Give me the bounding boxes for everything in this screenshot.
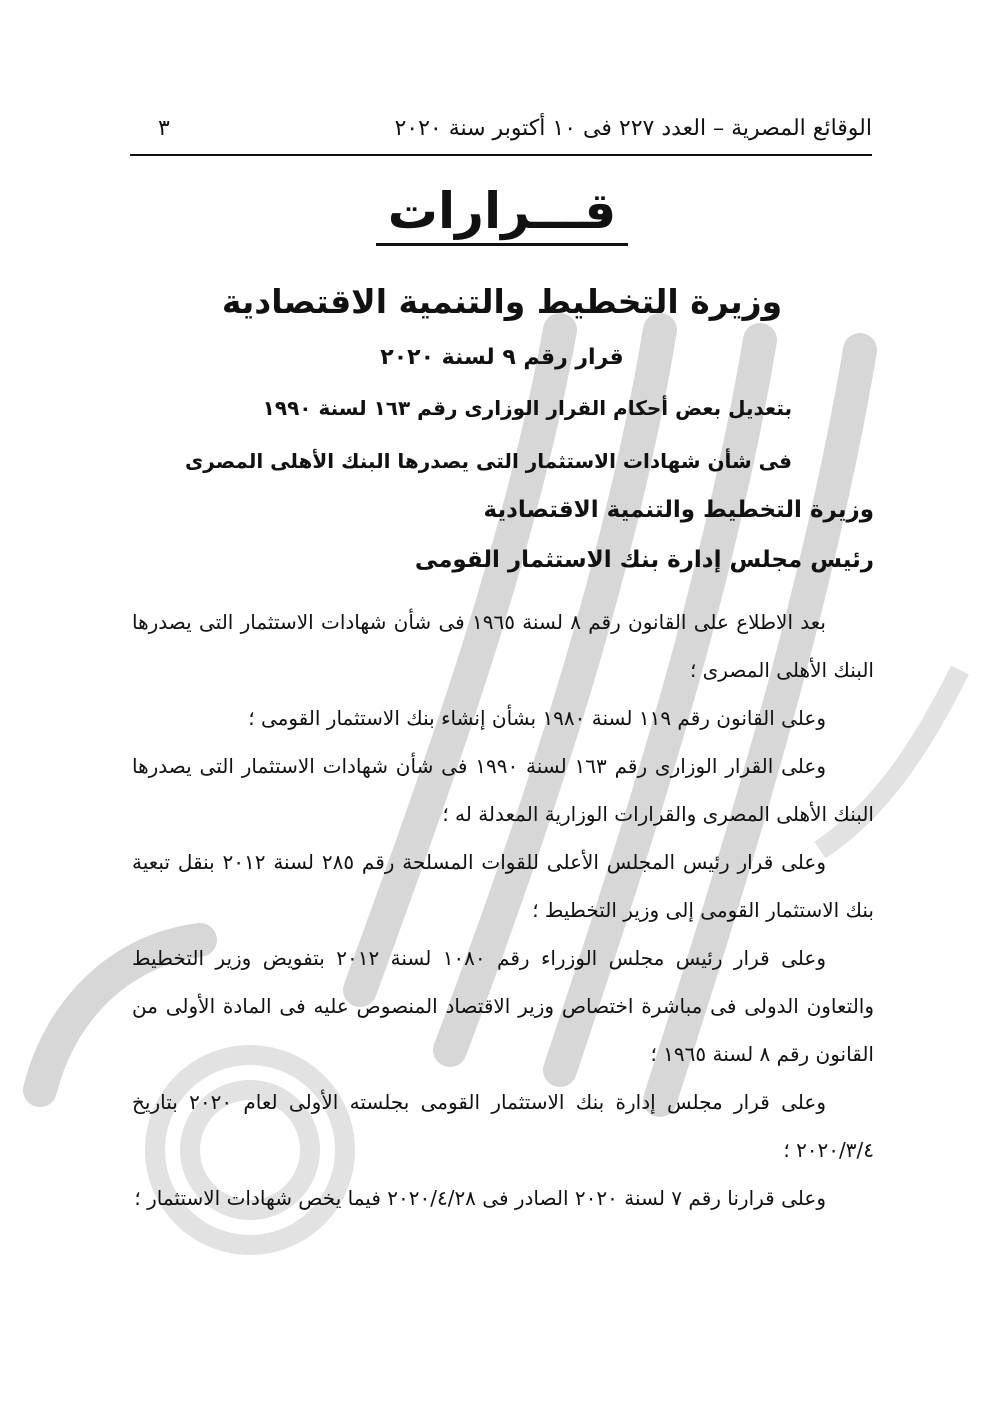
preamble-body [132, 598, 874, 1222]
ministry-heading: وزيرة التخطيط والتنمية الاقتصادية [221, 282, 783, 321]
decree-number: قرار رقم ٩ لسنة ٢٠٢٠ [380, 345, 624, 370]
preamble-paragraph: وعلى قرار رئيس المجلس الأعلى للقوات المسلحة رقم ٢٨٥ لسنة ٢٠١٢ بنقل تبعية بنك الاستثمار القومى إلى وزير التخطيط ؛ [132, 850, 874, 922]
preamble-paragraph: وعلى قرار مجلس إدارة بنك الاستثمار القومى بجلسته الأولى لعام ٢٠٢٠ بتاريخ ٢٠٢٠/٣/٤ ؛ [132, 1090, 874, 1162]
preamble-paragraph: وعلى قرار رئيس مجلس الوزراء رقم ١٠٨٠ لسنة ٢٠١٢ بتفويض وزير التخطيط والتعاون الدولى فى مباشرة اختصاص وزير الاقتصاد المنصوص عليه فى المادة الأولى من القانون رقم ٨ لسنة ١٩٦٥ ؛ [132, 946, 874, 1066]
gazette-header: الوقائع المصرية – العدد ٢٢٧ فى ١٠ أكتوبر سنة ٢٠٢٠ [394, 116, 872, 141]
section-title [0, 184, 1004, 246]
preamble-paragraph: وعلى القرار الوزارى رقم ١٦٣ لسنة ١٩٩٠ فى شأن شهادات الاستثمار التى يصدرها البنك الأهلى المصرى والقرارات الوزارية المعدلة له ؛ [132, 754, 874, 826]
issuer-title: وزيرة التخطيط والتنمية الاقتصادية [483, 497, 874, 523]
preamble-paragraph: بعد الاطلاع على القانون رقم ٨ لسنة ١٩٦٥ فى شأن شهادات الاستثمار التى يصدرها البنك الأهلى المصرى ؛ [132, 610, 874, 682]
decree-subject-line-2: فى شأن شهادات الاستثمار التى يصدرها البنك الأهلى المصرى [184, 449, 792, 473]
preamble-paragraph: وعلى القانون رقم ١١٩ لسنة ١٩٨٠ بشأن إنشاء بنك الاستثمار القومى ؛ [248, 706, 826, 730]
issuer-role: رئيس مجلس إدارة بنك الاستثمار القومى [414, 547, 874, 573]
page-number: ٣ [158, 116, 170, 141]
section-title-text: قـــرارات [376, 184, 628, 246]
decree-subject-line-1: بتعديل بعض أحكام القرار الوزارى رقم ١٦٣ لسنة ١٩٩٠ [262, 396, 792, 420]
page-header [130, 116, 872, 156]
preamble-paragraph: وعلى قرارنا رقم ٧ لسنة ٢٠٢٠ الصادر فى ٢٠٢٠/٤/٢٨ فيما يخص شهادات الاستثمار ؛ [134, 1186, 826, 1210]
